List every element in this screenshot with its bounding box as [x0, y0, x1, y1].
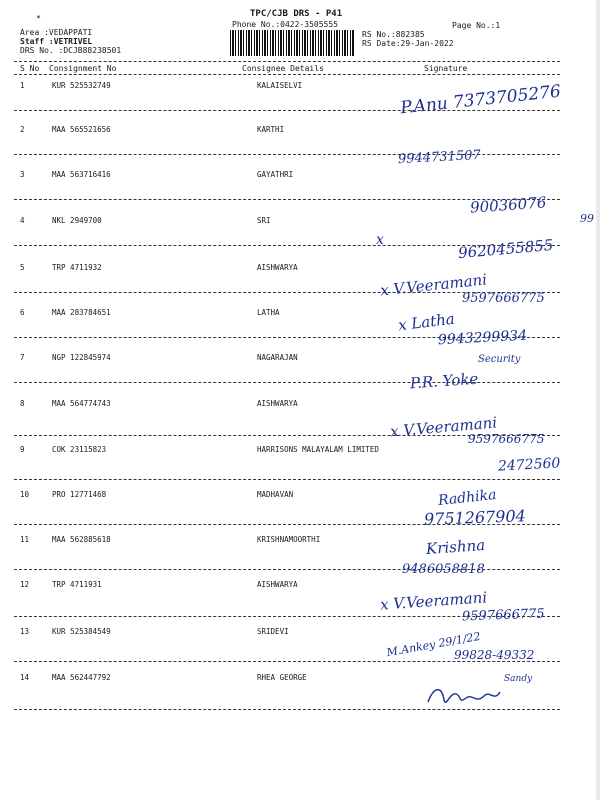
- handwritten-phone: 9597666775: [468, 432, 545, 446]
- row-sno: 7: [20, 353, 25, 362]
- handwritten-signature-scribble: [424, 682, 504, 710]
- row-consignment: MAA 562447792: [52, 673, 111, 682]
- row-consignment: NGP 122845974: [52, 353, 111, 362]
- handwritten-phone: 9486058818: [402, 562, 485, 577]
- row-consignee: HARRISONS MALAYALAM LIMITED: [257, 445, 379, 454]
- row-consignment: PRO 12771468: [52, 490, 107, 499]
- handwritten-phone: 9751267904: [423, 506, 527, 529]
- row-consignment: KUR 525384549: [52, 627, 111, 636]
- row-consignment: TRP 4711932: [52, 263, 102, 272]
- handwritten-signature: Krishna: [425, 535, 486, 559]
- row-divider: [14, 479, 560, 480]
- handwritten-phone: 90036076: [469, 193, 547, 217]
- handwritten-signature: M.Ankey 29/1/22: [385, 629, 482, 660]
- handwritten-signature: Radhika: [437, 486, 498, 510]
- row-consignment: MAA 563716416: [52, 170, 111, 179]
- handwritten-phone: 9597666775: [461, 606, 545, 625]
- row-sno: 6: [20, 308, 25, 317]
- handwritten-signature: x Latha: [397, 309, 456, 335]
- row-consignment: NKL 2949700: [52, 216, 102, 225]
- row-consignee: AISHWARYA: [257, 580, 298, 589]
- document-title: TPC/CJB DRS - P41: [250, 9, 343, 19]
- header-divider-top: [14, 61, 560, 62]
- col-consignment: Consignment No: [49, 64, 117, 73]
- row-consignment: MAA 565521656: [52, 125, 111, 134]
- handwritten-note: Sandy: [504, 674, 533, 684]
- row-consignee: KRISHNAMOORTHI: [257, 535, 321, 544]
- scan-edge: [596, 0, 600, 800]
- handwritten-phone: 9597666775: [462, 291, 545, 306]
- row-consignment: MAA 562885618: [52, 535, 111, 544]
- row-sno: 9: [20, 445, 25, 454]
- row-consignee: GAYATHRI: [257, 170, 294, 179]
- row-consignment: MAA 283784651: [52, 308, 111, 317]
- row-consignee: LATHA: [257, 308, 280, 317]
- row-consignee: KARTHI: [257, 125, 285, 134]
- rs-number: RS No.:882385: [362, 30, 425, 39]
- handwritten-phone: 9943299934: [437, 327, 528, 349]
- handwritten-signature: P.Anu 7373705276: [399, 81, 562, 119]
- header-divider-bottom: [14, 74, 560, 75]
- row-consignment: TRP 4711931: [52, 580, 102, 589]
- row-sno: 13: [20, 627, 30, 636]
- rs-date: RS Date:29-Jan-2022: [362, 39, 454, 48]
- row-consignee: NAGARAJAN: [257, 353, 298, 362]
- handwritten-signature: x V.Veeramani: [379, 270, 488, 300]
- handwritten-phone: 99828-49332: [454, 648, 535, 662]
- area-field: Area :VEDAPPATI: [20, 28, 93, 37]
- staff-field: Staff :VETRIVEL: [20, 37, 93, 46]
- row-consignee: AISHWARYA: [257, 399, 298, 408]
- handwritten-note: Security: [478, 354, 521, 365]
- handwritten-phone: 9620455855: [457, 235, 555, 263]
- handwritten-signature: x V.Veeramani: [389, 413, 498, 441]
- handwritten-phone: 99: [580, 212, 594, 225]
- row-sno: 3: [20, 170, 25, 179]
- row-consignment: MAA 564774743: [52, 399, 111, 408]
- row-consignee: SRI: [257, 216, 271, 225]
- handwritten-signature: P.R. Yoke: [409, 369, 479, 393]
- table-row: [0, 535, 600, 577]
- barcode: [230, 30, 355, 56]
- page-number: Page No.:1: [452, 21, 501, 30]
- row-sno: 5: [20, 263, 25, 272]
- row-consignment: KUR 525532749: [52, 81, 111, 90]
- row-sno: 2: [20, 125, 25, 134]
- col-sno: S No: [20, 64, 40, 73]
- row-sno: 1: [20, 81, 25, 90]
- handwritten-phone: 2472560: [497, 455, 561, 475]
- row-consignment: COK 23115823: [52, 445, 107, 454]
- row-consignee: AISHWARYA: [257, 263, 298, 272]
- handwritten-signature: x V.Veeramani: [379, 588, 488, 614]
- handwritten-mark: x: [376, 232, 384, 248]
- table-row: [0, 125, 600, 167]
- row-sno: 11: [20, 535, 30, 544]
- row-consignee: RHEA GEORGE: [257, 673, 307, 682]
- row-consignee: MADHAVAN: [257, 490, 294, 499]
- row-sno: 12: [20, 580, 30, 589]
- row-consignee: KALAISELVI: [257, 81, 303, 90]
- drs-number: DRS No. :DCJB88238501: [20, 46, 122, 55]
- phone-number: Phone No.:0422-3505555: [232, 20, 338, 29]
- row-sno: 10: [20, 490, 30, 499]
- row-sno: 8: [20, 399, 25, 408]
- handwritten-phone: 9944731507: [397, 147, 482, 168]
- row-sno: 14: [20, 673, 30, 682]
- corner-mark: *: [36, 14, 41, 23]
- row-sno: 4: [20, 216, 25, 225]
- col-consignee: Consignee Details: [242, 64, 324, 73]
- col-signature: Signature: [424, 64, 468, 73]
- row-consignee: SRIDEVI: [257, 627, 289, 636]
